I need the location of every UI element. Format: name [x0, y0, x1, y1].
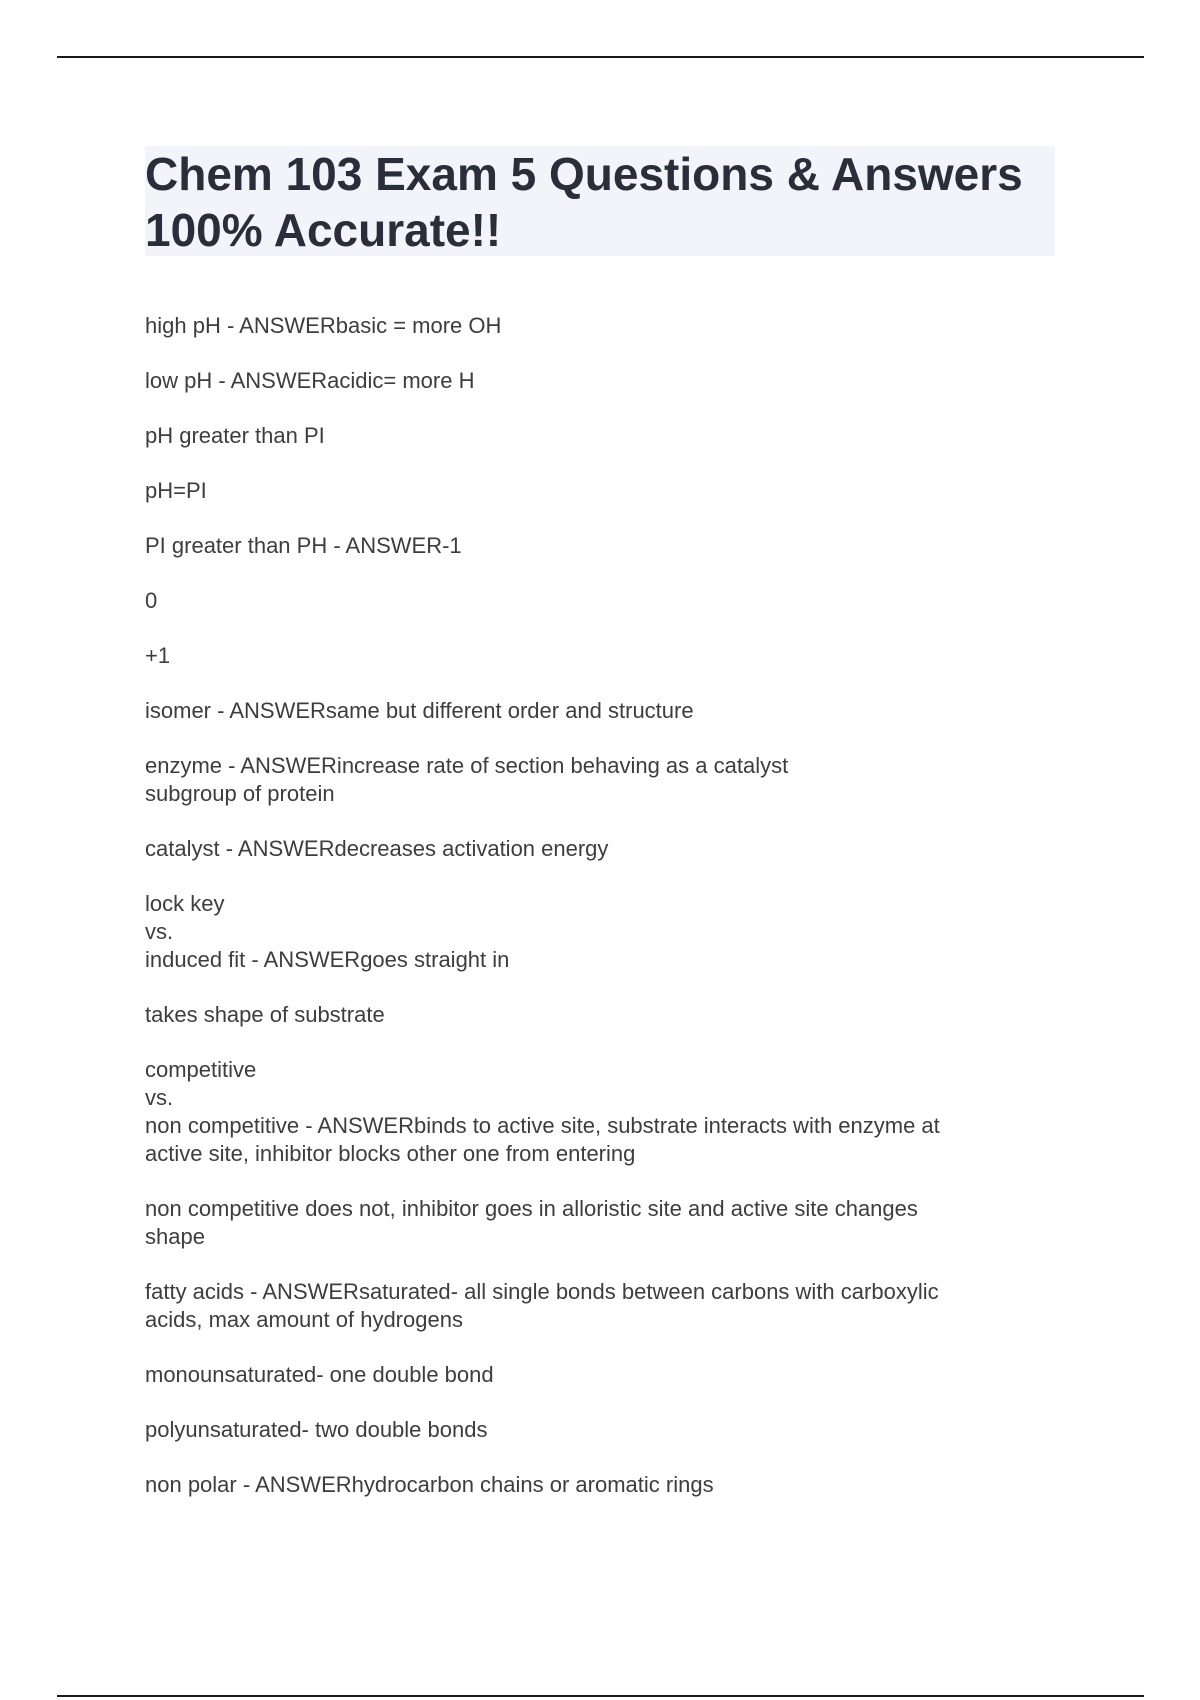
qa-entry: competitive vs. non competitive - ANSWERbinds to active site, substrate interacts with enzyme at active site, inhibitor blocks other one from entering — [145, 1057, 940, 1166]
qa-entry: pH greater than PI — [145, 423, 325, 448]
qa-entry: monounsaturated- one double bond — [145, 1362, 494, 1387]
qa-entry: catalyst - ANSWERdecreases activation energy — [145, 836, 609, 861]
qa-entry: high pH - ANSWERbasic = more OH — [145, 313, 502, 338]
qa-entry: lock key vs. induced fit - ANSWERgoes straight in — [145, 891, 510, 972]
qa-entry: PI greater than PH - ANSWER-1 — [145, 533, 462, 558]
document-title: Chem 103 Exam 5 Questions & Answers 100% Accurate!! — [145, 148, 1023, 256]
qa-entry: non polar - ANSWERhydrocarbon chains or aromatic rings — [145, 1472, 714, 1497]
qa-list — [145, 312, 1045, 1526]
bottom-rule — [57, 1695, 1144, 1697]
qa-entry: fatty acids - ANSWERsaturated- all single bonds between carbons with carboxylic acids, max amount of hydrogens — [145, 1279, 939, 1332]
qa-entry: non competitive does not, inhibitor goes in alloristic site and active site changes shape — [145, 1196, 918, 1249]
qa-entry: low pH - ANSWERacidic= more H — [145, 368, 475, 393]
qa-entry: enzyme - ANSWERincrease rate of section behaving as a catalyst subgroup of protein — [145, 753, 789, 806]
qa-entry: polyunsaturated- two double bonds — [145, 1417, 488, 1442]
qa-entry: pH=PI — [145, 478, 207, 503]
top-rule — [57, 56, 1144, 58]
qa-entry: +1 — [145, 643, 171, 668]
qa-entry: 0 — [145, 588, 158, 613]
qa-entry: isomer - ANSWERsame but different order and structure — [145, 698, 694, 723]
qa-entry: takes shape of substrate — [145, 1002, 385, 1027]
